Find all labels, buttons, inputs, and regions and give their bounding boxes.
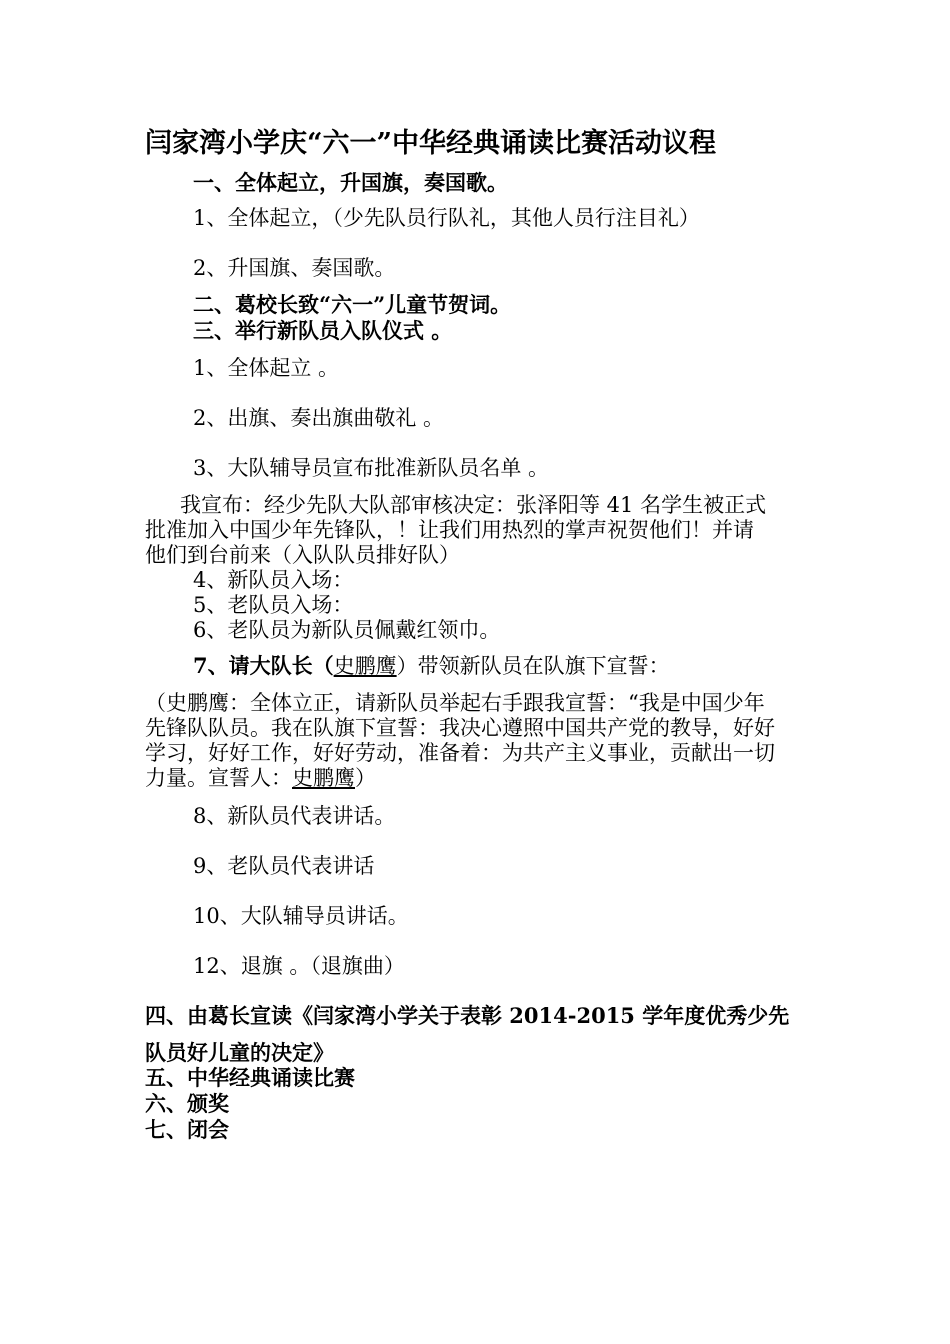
section-3-item-4: 4、新队员入场： bbox=[193, 568, 354, 592]
section-3-item-9: 9、老队员代表讲话 bbox=[193, 854, 375, 878]
section-1-item-2: 2、升国旗、奏国歌。 bbox=[193, 256, 396, 280]
section-3-item-10: 10、大队辅导员讲话。 bbox=[193, 904, 409, 928]
section-2-heading: 二、葛校长致“六一”儿童节贺词。 bbox=[193, 292, 512, 317]
oath-line-4 bbox=[145, 765, 376, 791]
section-4-line-2: 队员好儿童的决定》 bbox=[145, 1040, 334, 1065]
section-3-item-2: 2、出旗、奏出旗曲敬礼 。 bbox=[193, 406, 445, 430]
section-4-line-1: 四、由葛长宣读《闫家湾小学关于表彰 2014-2015 学年度优秀少先 bbox=[145, 1003, 790, 1028]
oath-line-3: 学习，好好工作，好好劳动，准备着：为共产主义事业，贡献出一切 bbox=[145, 741, 775, 765]
announcement-line-2: 批准加入中国少年先锋队，！让我们用热烈的掌声祝贺他们！并请 bbox=[145, 518, 754, 542]
section-3-item-1: 1、全体起立 。 bbox=[193, 356, 340, 380]
section-3-heading: 三、举行新队员入队仪式 。 bbox=[193, 318, 453, 343]
announcement-line-3: 他们到台前来（入队队员排好队） bbox=[145, 543, 460, 567]
section-3-item-6: 6、老队员为新队员佩戴红领巾。 bbox=[193, 618, 501, 642]
oath-line-4-suffix: ） bbox=[355, 766, 376, 790]
section-7-heading: 七、闭会 bbox=[145, 1117, 229, 1142]
announcement-line-1: 我宣布：经少先队大队部审核决定：张泽阳等 41 名学生被正式 bbox=[180, 493, 767, 517]
item-7-captain-name: 史鹏鹰 bbox=[333, 654, 397, 678]
document-title: 闫家湾小学庆“六一”中华经典诵读比赛活动议程 bbox=[145, 128, 717, 159]
section-3-item-12: 12、退旗 。（退旗曲） bbox=[193, 954, 405, 978]
section-1-item-1: 1、全体起立，（少先队员行队礼，其他人员行注目礼） bbox=[193, 206, 700, 230]
section-3-item-5: 5、老队员入场： bbox=[193, 593, 354, 617]
section-5-heading: 五、中华经典诵读比赛 bbox=[145, 1065, 355, 1090]
section-6-heading: 六、颁奖 bbox=[145, 1091, 229, 1116]
item-7-prefix: 7、请大队长（ bbox=[193, 653, 334, 678]
oath-line-1: （史鹏鹰：全体立正，请新队员举起右手跟我宣誓：“我是中国少年 bbox=[145, 691, 765, 715]
oath-line-2: 先锋队队员。我在队旗下宣誓：我决心遵照中国共产党的教导，好好 bbox=[145, 716, 775, 740]
section-1-heading: 一、全体起立，升国旗，奏国歌。 bbox=[193, 170, 508, 195]
section-3-item-3: 3、大队辅导员宣布批准新队员名单 。 bbox=[193, 456, 550, 480]
oath-line-4-prefix: 力量。宣誓人： bbox=[145, 766, 292, 790]
section-3-item-8: 8、新队员代表讲话。 bbox=[193, 804, 396, 828]
oath-signer-name: 史鹏鹰 bbox=[292, 766, 355, 790]
section-3-item-7 bbox=[193, 653, 670, 679]
item-7-suffix: ）带领新队员在队旗下宣誓： bbox=[396, 654, 670, 678]
